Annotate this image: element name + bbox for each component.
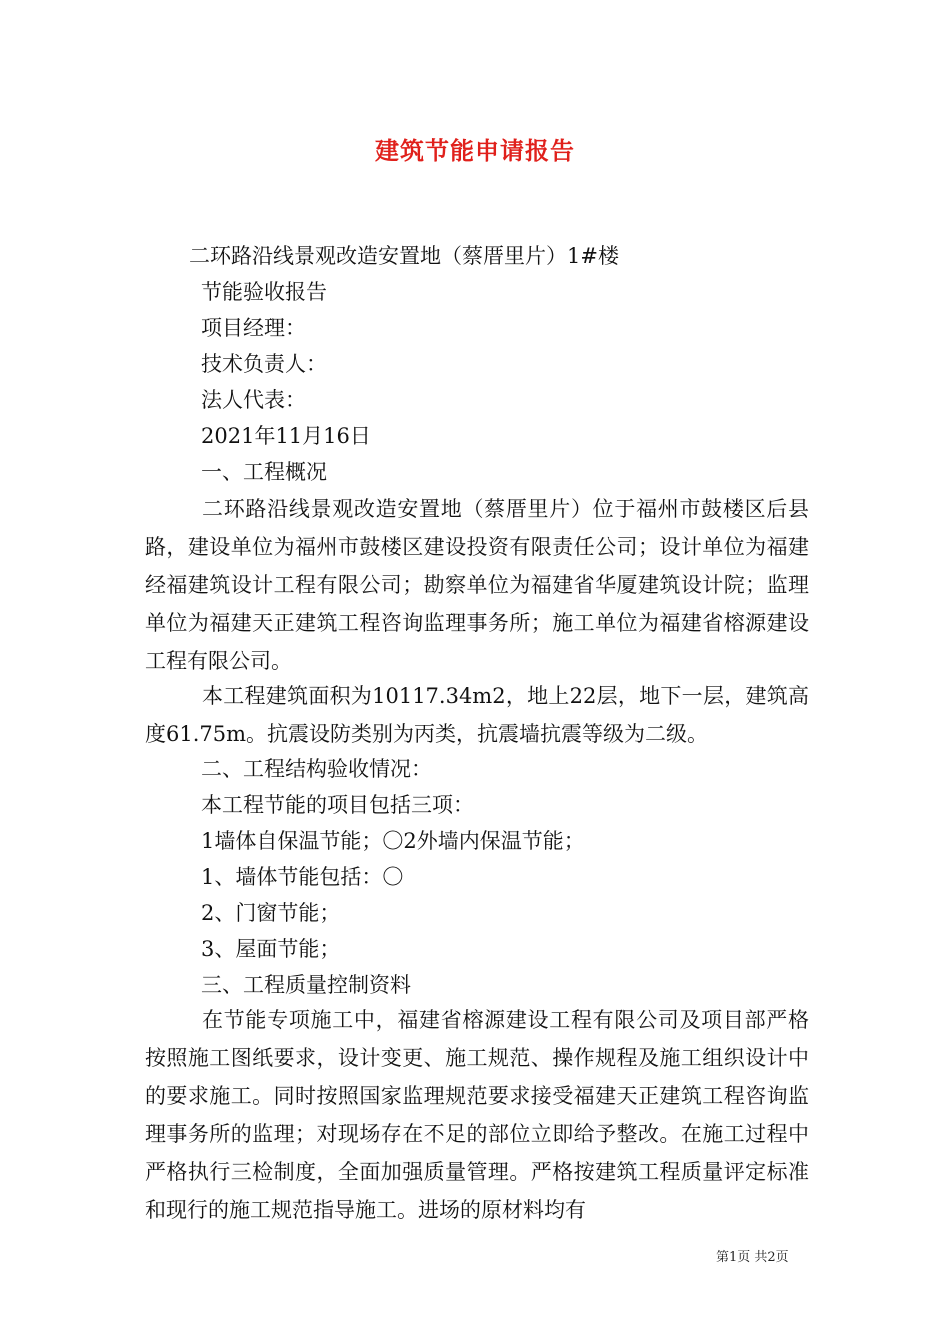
page-number-footer: 第1页 共2页 bbox=[716, 1250, 789, 1265]
energy-items-intro: 本工程节能的项目包括三项： bbox=[201, 793, 474, 817]
report-subtitle: 节能验收报告 bbox=[201, 280, 327, 304]
document-title: 建筑节能申请报告 bbox=[375, 137, 575, 165]
wall-energy-item: 1、墙体节能包括：〇 bbox=[201, 865, 404, 889]
project-manager-label: 项目经理： bbox=[201, 316, 306, 340]
energy-items-line: 1墙体自保温节能；〇2外墙内保温节能； bbox=[201, 829, 585, 853]
project-name-line: 二环路沿线景观改造安置地（蔡厝里片）1#楼 bbox=[189, 244, 619, 268]
building-area-paragraph: 本工程建筑面积为10117.34m2，地上22层，地下一层，建筑高度61.75m。抗震设防类别为丙类，抗震墙抗震等级为二级。 bbox=[145, 684, 809, 746]
section-heading-overview: 一、工程概况 bbox=[201, 460, 327, 484]
roof-energy-item: 3、屋面节能； bbox=[201, 937, 341, 961]
overview-paragraph: 二环路沿线景观改造安置地（蔡厝里片）位于福州市鼓楼区后县路，建设单位为福州市鼓楼区建设投资有限责任公司；设计单位为福建经福建筑设计工程有限公司；勘察单位为福建省华厦建筑设计院；监理单位为福建天正建筑工程咨询监理事务所；施工单位为福建省榕源建设工程有限公司。 bbox=[145, 497, 809, 673]
legal-representative-label: 法人代表： bbox=[201, 388, 306, 412]
window-energy-item: 2、门窗节能； bbox=[201, 901, 341, 925]
section-heading-structure: 二、工程结构验收情况： bbox=[201, 757, 432, 781]
report-date: 2021年11月16日 bbox=[201, 424, 371, 448]
quality-paragraph: 在节能专项施工中，福建省榕源建设工程有限公司及项目部严格按照施工图纸要求，设计变更、施工规范、操作规程及施工组织设计中的要求施工。同时按照国家监理规范要求接受福建天正建筑工程咨询监理事务所的监理；对现场存在不足的部位立即给予整改。在施工过程中严格执行三检制度，全面加强质量管理。严格按建筑工程质量评定标准和现行的施工规范指导施工。进场的原材料均有 bbox=[145, 1008, 809, 1222]
section-heading-quality: 三、工程质量控制资料 bbox=[201, 973, 411, 997]
technical-lead-label: 技术负责人： bbox=[201, 352, 327, 376]
